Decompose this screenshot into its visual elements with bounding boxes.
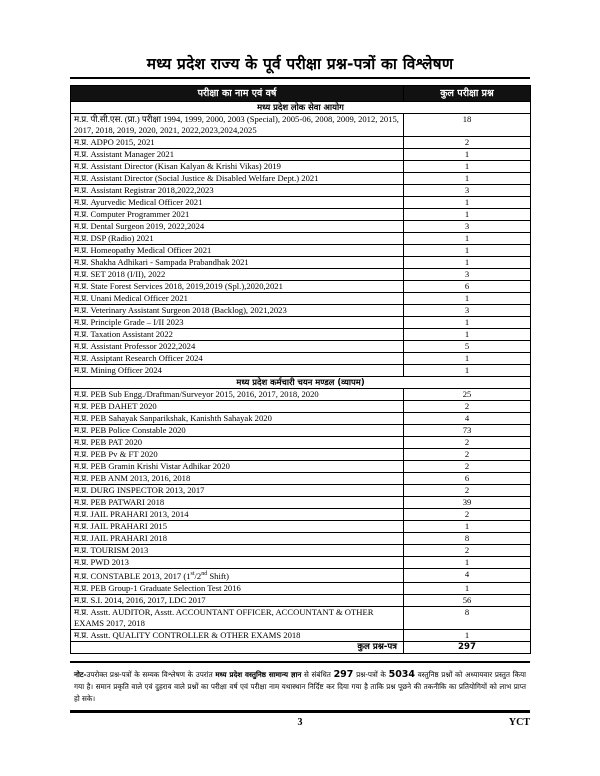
exam-name-cell: म.प्र. Assistant Professor 2022,2024 (71, 341, 404, 353)
question-count-cell: 3 (404, 221, 531, 233)
total-row (71, 641, 531, 653)
exam-name-cell: म.प्र. SET 2018 (I/II), 2022 (71, 269, 404, 281)
table-row (71, 461, 531, 473)
question-count-cell: 8 (404, 606, 531, 629)
note-subject: मध्य प्रदेश वस्तुनिष्ठ सामान्य ज्ञान (215, 670, 302, 679)
table-row (71, 137, 531, 149)
exam-name-cell: म.प्र. PEB Group-1 Graduate Selection Test 2016 (71, 582, 404, 594)
exam-name-cell: म.प्र. Asstt. AUDITOR, Asstt. ACCOUNTANT OFFICER, ACCOUNTANT & OTHER EXAMS 2017, 2018 (71, 606, 404, 629)
question-count-cell: 1 (404, 197, 531, 209)
table-row (71, 185, 531, 197)
exam-name-cell: म.प्र. PEB Pv & FT 2020 (71, 449, 404, 461)
question-count-cell: 2 (404, 137, 531, 149)
section-row (71, 102, 531, 114)
note-text-2: से संबंधित (304, 670, 331, 679)
page-number: 3 (297, 717, 303, 728)
exam-name-cell: म.प्र. PEB PAT 2020 (71, 437, 404, 449)
question-count-cell: 3 (404, 305, 531, 317)
question-count-cell: 4 (404, 569, 531, 583)
exam-name-cell: म.प्र. Veterinary Assistant Surgeon 2018 (Backlog), 2021,2023 (71, 305, 404, 317)
table-row (71, 449, 531, 461)
exam-name-cell: म.प्र. PWD 2013 (71, 557, 404, 569)
question-count-cell: 2 (404, 485, 531, 497)
question-count-cell: 1 (404, 629, 531, 641)
exam-name-cell: म.प्र. PEB Sub Engg./Draftman/Surveyor 2015, 2016, 2017, 2018, 2020 (71, 389, 404, 401)
question-count-cell: 1 (404, 173, 531, 185)
question-count-cell: 1 (404, 245, 531, 257)
exam-name-cell: म.प्र. Taxation Assistant 2022 (71, 329, 404, 341)
question-count-cell: 73 (404, 425, 531, 437)
section-title: मध्य प्रदेश लोक सेवा आयोग (71, 102, 531, 114)
header-total-questions: कुल परीक्षा प्रश्न (404, 86, 531, 102)
note-text-4: वस्तुनिष्ठ प्रश्नों को अध्यायवार प्रस्तुत किया गया है। समान प्रकृति वाले एवं दुहराव वाले प्रश्नों का परीक्षा वर्ष एवं परीक्षा नाम यथास्थान निर्दिष्ट कर दिया गया है ताकि प्रश्न पूछने की तकनीकि का प्रतियोगियों को लाभ प्राप्त हो सके। (74, 670, 526, 703)
note-label: नोट- (74, 670, 87, 679)
exam-name-cell: म.प्र. Shakha Adhikari - Sampada Prabandhak 2021 (71, 257, 404, 269)
table-row (71, 221, 531, 233)
table-row (71, 293, 531, 305)
question-count-cell: 2 (404, 509, 531, 521)
question-count-cell: 1 (404, 353, 531, 365)
question-count-cell: 1 (404, 149, 531, 161)
question-count-cell: 3 (404, 269, 531, 281)
table-row (71, 533, 531, 545)
exam-name-cell: म.प्र. S.I. 2014, 2016, 2017, LDC 2017 (71, 594, 404, 606)
table-row (71, 257, 531, 269)
total-label: कुल प्रश्न-पत्र (71, 641, 404, 653)
table-row (71, 557, 531, 569)
note-paper-count: 297 (333, 669, 354, 680)
table-header-row (71, 86, 531, 102)
table-row (71, 269, 531, 281)
table-row (71, 353, 531, 365)
exam-name-cell: म.प्र. DURG INSPECTOR 2013, 2017 (71, 485, 404, 497)
question-count-cell: 1 (404, 521, 531, 533)
exam-name-cell: म.प्र. Mining Officer 2024 (71, 365, 404, 377)
exam-name-cell: म.प्र. PEB Gramin Krishi Vistar Adhikar 2020 (71, 461, 404, 473)
table-row (71, 114, 531, 137)
brand-mark: YCT (508, 717, 530, 728)
exam-name-cell: म.प्र. DSP (Radio) 2021 (71, 233, 404, 245)
question-count-cell: 4 (404, 413, 531, 425)
question-count-cell: 8 (404, 533, 531, 545)
table-row (71, 173, 531, 185)
question-count-cell: 1 (404, 293, 531, 305)
table-row (71, 629, 531, 641)
exam-name-cell: म.प्र. State Forest Services 2018, 2019,2019 (Spl.),2020,2021 (71, 281, 404, 293)
question-count-cell: 25 (404, 389, 531, 401)
table-row (71, 606, 531, 629)
total-value: 297 (404, 641, 531, 653)
table-row (71, 317, 531, 329)
table-row (71, 233, 531, 245)
exam-name-cell: म.प्र. ADPO 2015, 2021 (71, 137, 404, 149)
header-exam-name: परीक्षा का नाम एवं वर्ष (71, 86, 404, 102)
page-title: मध्य प्रदेश राज्य के पूर्व परीक्षा प्रश्न-पत्रों का विश्लेषण (146, 55, 454, 73)
question-count-cell: 1 (404, 365, 531, 377)
exam-name-cell: म.प्र. PEB DAHET 2020 (71, 401, 404, 413)
footer-divider (70, 712, 530, 713)
table-row (71, 545, 531, 557)
section-title: मध्य प्रदेश कर्मचारी चयन मण्डल (व्यापम) (71, 377, 531, 389)
table-row (71, 329, 531, 341)
table-row (71, 245, 531, 257)
question-count-cell: 1 (404, 209, 531, 221)
question-count-cell: 5 (404, 341, 531, 353)
question-count-cell: 2 (404, 545, 531, 557)
exam-name-cell: म.प्र. Assistant Director (Kisan Kalyan & Krishi Vikas) 2019 (71, 161, 404, 173)
note-text-3: प्रश्न-पत्रों के (356, 670, 386, 679)
exam-name-cell: म.प्र. Homeopathy Medical Officer 2021 (71, 245, 404, 257)
table-row (71, 149, 531, 161)
question-count-cell: 1 (404, 233, 531, 245)
table-row (71, 594, 531, 606)
title-underline (70, 77, 530, 79)
table-row (71, 497, 531, 509)
question-count-cell: 1 (404, 582, 531, 594)
note-text-1: उपरोक्त प्रश्न-पत्रों के सम्यक विश्लेषण के उपरांत (86, 670, 213, 679)
exam-name-cell: म.प्र. Principle Grade – I/II 2023 (71, 317, 404, 329)
section-row (71, 377, 531, 389)
exam-name-cell: म.प्र. PEB Sahayak Sanparikshak, Kanishth Sahayak 2020 (71, 413, 404, 425)
table-row (71, 161, 531, 173)
exam-name-cell: म.प्र. Assistant Manager 2021 (71, 149, 404, 161)
question-count-cell: 1 (404, 257, 531, 269)
question-count-cell: 2 (404, 461, 531, 473)
exam-name-cell: म.प्र. Computer Programmer 2021 (71, 209, 404, 221)
table-row (71, 485, 531, 497)
question-count-cell: 39 (404, 497, 531, 509)
table-row (71, 197, 531, 209)
exam-name-cell: म.प्र. Assistant Director (Social Justice & Disabled Welfare Dept.) 2021 (71, 173, 404, 185)
question-count-cell: 2 (404, 401, 531, 413)
table-row (71, 437, 531, 449)
table-row (71, 473, 531, 485)
table-row (71, 521, 531, 533)
exam-name-cell: म.प्र. Dental Surgeon 2019, 2022,2024 (71, 221, 404, 233)
table-row (71, 582, 531, 594)
table-row (71, 281, 531, 293)
exam-name-cell: म.प्र. Asstt. QUALITY CONTROLLER & OTHER EXAMS 2018 (71, 629, 404, 641)
exam-name-cell: म.प्र. PEB Police Constable 2020 (71, 425, 404, 437)
table-row (71, 425, 531, 437)
table-row (71, 305, 531, 317)
exam-name-cell: म.प्र. Ayurvedic Medical Officer 2021 (71, 197, 404, 209)
table-row (71, 209, 531, 221)
table-row (71, 365, 531, 377)
question-count-cell: 1 (404, 161, 531, 173)
exam-name-cell: म.प्र. Unani Medical Officer 2021 (71, 293, 404, 305)
exam-name-cell: म.प्र. CONSTABLE 2013, 2017 (1st/2nd Shift) (71, 569, 404, 583)
table-row (71, 401, 531, 413)
question-count-cell: 1 (404, 557, 531, 569)
exam-name-cell: म.प्र. Assistant Registrar 2018,2022,2023 (71, 185, 404, 197)
exam-name-cell: म.प्र. JAIL PRAHARI 2018 (71, 533, 404, 545)
exam-name-cell: म.प्र. JAIL PRAHARI 2013, 2014 (71, 509, 404, 521)
question-count-cell: 2 (404, 449, 531, 461)
exam-name-cell: म.प्र. Assiptant Research Officer 2024 (71, 353, 404, 365)
question-count-cell: 3 (404, 185, 531, 197)
question-count-cell: 6 (404, 281, 531, 293)
question-count-cell: 56 (404, 594, 531, 606)
question-count-cell: 1 (404, 317, 531, 329)
question-count-cell: 18 (404, 114, 531, 137)
exam-name-cell: म.प्र. JAIL PRAHARI 2015 (71, 521, 404, 533)
table-row (71, 341, 531, 353)
exam-name-cell: म.प्र. पी.सी.एस. (प्रा.) परीक्षा 1994, 1999, 2000, 2003 (Special), 2005-06, 2008, 2009, 2012, 2015, 2017, 2018, 2019, 2020, 2021, 2022,2023,2024,2025 (71, 114, 404, 137)
exam-analysis-table (70, 85, 531, 654)
table-row (71, 413, 531, 425)
table-row (71, 509, 531, 521)
question-count-cell: 6 (404, 473, 531, 485)
table-row (71, 389, 531, 401)
table-row (71, 569, 531, 583)
exam-name-cell: म.प्र. TOURISM 2013 (71, 545, 404, 557)
note-question-count: 5034 (388, 669, 416, 680)
note-box (70, 661, 530, 712)
question-count-cell: 1 (404, 329, 531, 341)
question-count-cell: 2 (404, 437, 531, 449)
exam-name-cell: म.प्र. PEB ANM 2013, 2016, 2018 (71, 473, 404, 485)
exam-name-cell: म.प्र. PEB PATWARI 2018 (71, 497, 404, 509)
